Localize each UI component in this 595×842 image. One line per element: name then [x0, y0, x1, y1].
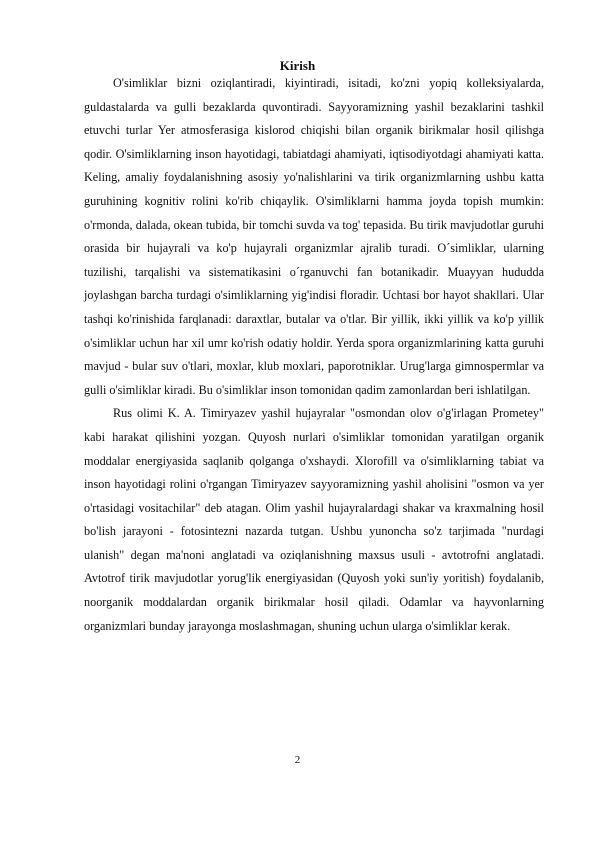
page-number: 2 [294, 754, 301, 766]
section-title: Kirish [279, 58, 316, 73]
paragraph: O'simliklar bizni oziqlantiradi, kiyintiradi, isitadi, ko'zni yopiq kolleksiyalarda, guldastalarda va gulli bezaklarda quvontiradi. Sayyoramizning yashil bezaklarini tashkil etuvchi turlar Yer atmosferasiga kislorod chiqishi bilan organik birikmalar hosil qilishga qodir. O'simliklarning inson hayotidagi, tabiatdagi ahamiyati, iqtisodiyotdagi ahamiyati katta. Keling, amaliy foydalanishning asosiy yo'nalishlarini va tirik organizmlarning ushbu katta guruhining kognitiv rolini ko'rib chiqaylik. O'simliklarni hamma joyda topish mumkin: o'rmonda, dalada, okean tubida, bir tomchi suvda va tog' tepasida. Bu tirik mavjudotlar guruhi orasida bir hujayrali va ko'p hujayrali organizmlar ajralib turadi. O´simliklar, ularning tuzilishi, tarqalishi va sistematikasini o´rganuvchi fan botanikadir. Muayyan hududda joylashgan barcha turdagi o'simliklarning yig'indisi floradir. Uchtasi bor hayot shakllari. Ular tashqi ko'rinishida farqlanadi: daraxtlar, butalar va o'tlar. Bir yillik, ikki yillik va ko'p yillik o'simliklar uchun har xil umr ko'rish odatiy holdir. Yerda spora organizmlarining katta guruhi mavjud - bular suv o'tlari, moxlar, klub moxlari, paporotniklar. Urug'larga gimnospermlar va gulli o'simliklar kiradi. Bu o'simliklar inson tomonidan qadim zamonlardan beri ishlatilgan. [84, 76, 544, 397]
body-text [84, 72, 544, 638]
paragraph: Rus olimi K. A. Timiryazev yashil hujayralar "osmondan olov o'g'irlagan Prometey" kabi harakat qilishini yozgan. Quyosh nurlari o'simliklar tomonidan yaratilgan organik moddalar energiyasida saqlanib qolganga o'xshaydi. Xlorofill va o'simliklarning tabiat va inson hayotidagi rolini o'rgangan Timiryazev sayyoramizning yashil aholisini "osmon va yer o'rtasidagi vositachilar" deb atagan. Olim yashil hujayralardagi shakar va kraxmalning hosil bo'lish jarayoni - fotosintezni nazarda tutgan. Ushbu yunoncha so'z tarjimada "nurdagi ulanish" degan ma'noni anglatadi va oziqlanishning maxsus usuli - avtotrofni anglatadi. Avtotrof tirik mavjudotlar yorug'lik energiyasidan (Quyosh yoki sun'iy yoritish) foydalanib, noorganik moddalardan organik birikmalar hosil qiladi. Odamlar va hayvonlarning organizmlari bunday jarayonga moslashmagan, shuning uchun ularga o'simliklar kerak. [84, 406, 544, 633]
